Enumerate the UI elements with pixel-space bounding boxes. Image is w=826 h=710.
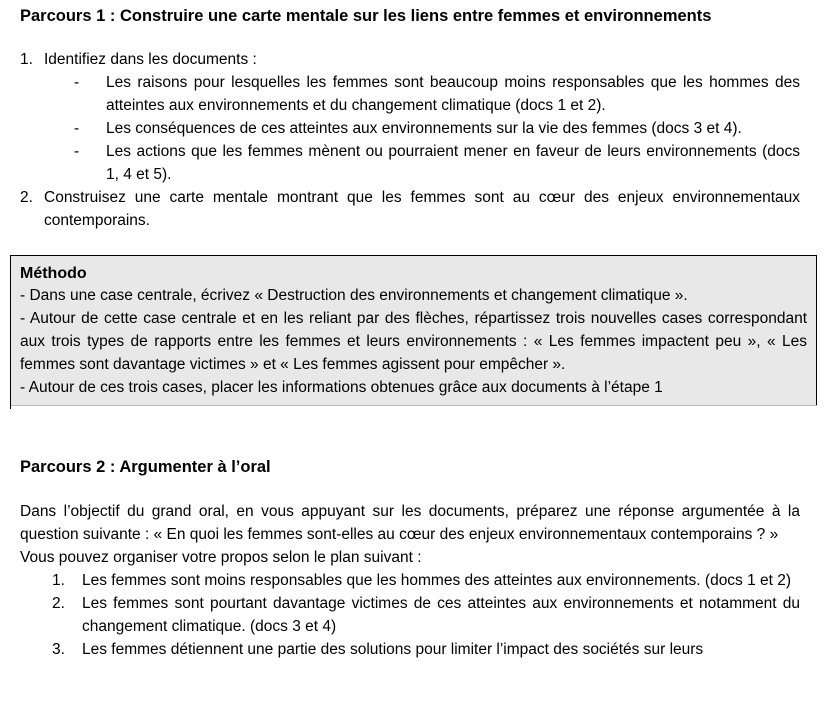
step-2 [20,186,800,232]
plan-item-number: 2. [52,595,65,612]
methodo-box [10,255,817,405]
step-1-text: Identifiez dans les documents : [44,51,257,68]
step-1 [20,48,800,186]
plan-item-3 [20,638,800,661]
parcours-2-intro: Dans l’objectif du grand oral, en vous appuyant sur les documents, préparez une réponse argumentée à la question suivante : « En quoi les femmes sont-elles au cœur des enjeux environnementaux contemporains ? » [20,503,800,543]
plan-item-text: Les femmes sont moins responsables que les hommes des atteintes aux environnements. (docs 1 et 2) [82,572,792,589]
bullet-text: Les conséquences de ces atteintes aux environnements sur la vie des femmes (docs 3 et 4). [106,120,742,137]
dash-marker: - [74,120,80,137]
dash-marker: - [74,143,80,160]
parcours-2-plan [20,569,800,661]
step-1-number: 1. [20,51,33,68]
methodo-title: Méthodo [20,265,87,282]
parcours-2-plan-intro: Vous pouvez organiser votre propos selon le plan suivant : [20,549,422,566]
parcours-2-title: Parcours 2 : Argumenter à l’oral [20,458,271,476]
methodo-line-3: - Autour de ces trois cases, placer les informations obtenues grâce aux documents à l’étape 1 [20,379,663,396]
plan-item-number: 3. [52,641,65,658]
bullet-text: Les actions que les femmes mènent ou pourraient mener en faveur de leurs environnements (docs 1, 4 et 5). [106,143,800,183]
step-1-bullets [44,71,800,186]
plan-item-text: Les femmes détiennent une partie des solutions pour limiter l’impact des sociétés sur leurs [82,641,704,658]
step-2-number: 2. [20,189,33,206]
parcours-1-section [20,0,800,232]
step-1-bullet-2 [44,117,800,140]
plan-item-number: 1. [52,572,65,589]
parcours-1-title: Parcours 1 : Construire une carte mentale sur les liens entre femmes et environnements [20,7,712,25]
bullet-text: Les raisons pour lesquelles les femmes sont beaucoup moins responsables que les hommes des atteintes aux environnements et du changement climatique (docs 1 et 2). [106,74,800,114]
parcours-1-steps [20,48,800,232]
plan-item-1 [20,569,800,592]
plan-item-2 [20,592,800,638]
methodo-box-bottom-border [10,405,817,406]
step-1-bullet-1 [44,71,800,117]
parcours-2-section [20,456,800,661]
step-2-text: Construisez une carte mentale montrant que les femmes sont au cœur des enjeux environnementaux contemporains. [44,189,800,229]
step-1-bullet-3 [44,140,800,186]
plan-item-text: Les femmes sont pourtant davantage victimes de ces atteintes aux environnements et notamment du changement climatique. (docs 3 et 4) [82,595,800,635]
dash-marker: - [74,74,80,91]
methodo-line-1: - Dans une case centrale, écrivez « Destruction des environnements et changement climatique ». [20,287,688,304]
methodo-line-2: - Autour de cette case centrale et en les reliant par des flèches, répartissez trois nouvelles cases correspondant aux trois types de rapports entre les femmes et leurs environnements : « Les femmes impactent peu », « Les femmes sont davantage victimes » et « Les femmes agissent pour empêcher ». [20,310,807,373]
methodo-box-left-tail [10,405,11,409]
